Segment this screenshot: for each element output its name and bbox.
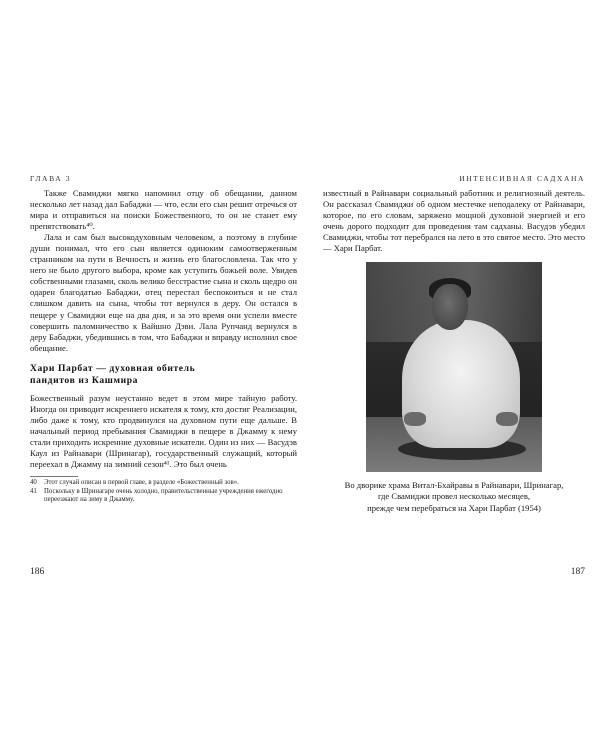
caption-line: прежде чем перебраться на Хари Парбат (1954) bbox=[367, 502, 541, 513]
paragraph: Лала и сам был высокодуховным человеком, а поэтому в глубине души понимал, что его сын является одиноким самоотверженным странником на пути в Вечность и жизнь его благословлена. Так что у него не было другого выбора, кроме как уступить божьей воле. Увидев собственными глазами, сколь велико бесстрастие сына и сколь щедро он одарен благодатью Бабаджи, отец перестал беспокоиться и не стал слишком давить на сына, чтобы тот вернулся в деру. Он остался в пещере у Свамиджи еще на два дня, и за это время они успели вместе совершить паломничество к Вайшно Дэви. Лала Рупчанд вернулся в деру Бабаджи, убедившись в том, что Бабаджи и вправду исполнил свое обещание. bbox=[30, 232, 297, 353]
figure-hand bbox=[496, 412, 518, 426]
left-body-text bbox=[30, 188, 297, 470]
paragraph: известный в Райнавари социальный работник и религиозный деятель. Он рассказал Свамиджи об одном местечке неподалеку от Райнавари, которое, по его словам, заряжено мощной духовной энергией и его очень дорого подходит для проведения там садханы. Васудэв убедил Свамиджи, чтобы тот перебрался на лето в это святое место. Это место — Хари Парбат. bbox=[323, 188, 585, 254]
section-heading-line: пандитов из Кашмира bbox=[30, 374, 139, 386]
figure-hand bbox=[404, 412, 426, 426]
footnote bbox=[30, 488, 297, 505]
footnotes bbox=[30, 479, 297, 505]
running-head-left: ГЛАВА 3 bbox=[30, 174, 72, 183]
running-head-right: ИНТЕНСИВНАЯ САДХАНА bbox=[459, 174, 585, 183]
right-page bbox=[323, 149, 585, 593]
footnote-number: 40 bbox=[30, 479, 37, 487]
caption-line: Во дворике храма Витал-Бхайравы в Райнавари, Шринагар, bbox=[344, 480, 564, 491]
photo-caption bbox=[323, 480, 585, 514]
section-heading bbox=[30, 363, 297, 387]
footnote-text: Этот случай описан в первой главе, в разделе «Божественный зов». bbox=[44, 479, 239, 487]
footnote bbox=[30, 479, 297, 488]
photograph bbox=[366, 262, 542, 472]
book-spread bbox=[8, 149, 592, 593]
footnote-text: Поскольку в Шринагаре очень холодно, правительственные учреждения ежегодно переезжают на зиму в Джамму. bbox=[44, 487, 283, 504]
footnote-number: 41 bbox=[30, 487, 37, 495]
footnote-rule bbox=[30, 476, 78, 477]
figure-head bbox=[432, 284, 468, 330]
right-body-text bbox=[323, 188, 585, 254]
paragraph: Божественный разум неустанно ведет в этом мире тайную работу. Иногда он приводит искреннего искателя к тому, кто достиг Реализации, либо даже к тому, кто продвинулся на духовном пути еще дальше. В начальный период пребывания Свамиджи в пещере в Джамму к нему стали приходить искренние духовные искатели. Один из них — Васудэв Каул из Райнавари (Шринагар), государственный служащий, который переехал в Джамму на зимний сезон⁴¹. Это был очень bbox=[30, 392, 297, 469]
section-heading-line: Хари Парбат — духовная обитель bbox=[30, 362, 196, 374]
paragraph: Также Свамиджи мягко напомнил отцу об обещании, данном несколько лет назад дал Бабаджи — что, если его сын решит отречься от мира и отправиться на поиски Божественного, то он не станет ему препятствовать⁴⁰. bbox=[30, 188, 297, 232]
caption-line: где Свамиджи провел несколько месяцев, bbox=[377, 491, 531, 502]
page-number-right: 187 bbox=[570, 567, 585, 577]
page-number-left: 186 bbox=[30, 567, 45, 577]
left-page bbox=[30, 149, 297, 593]
figure-robe bbox=[402, 320, 520, 448]
